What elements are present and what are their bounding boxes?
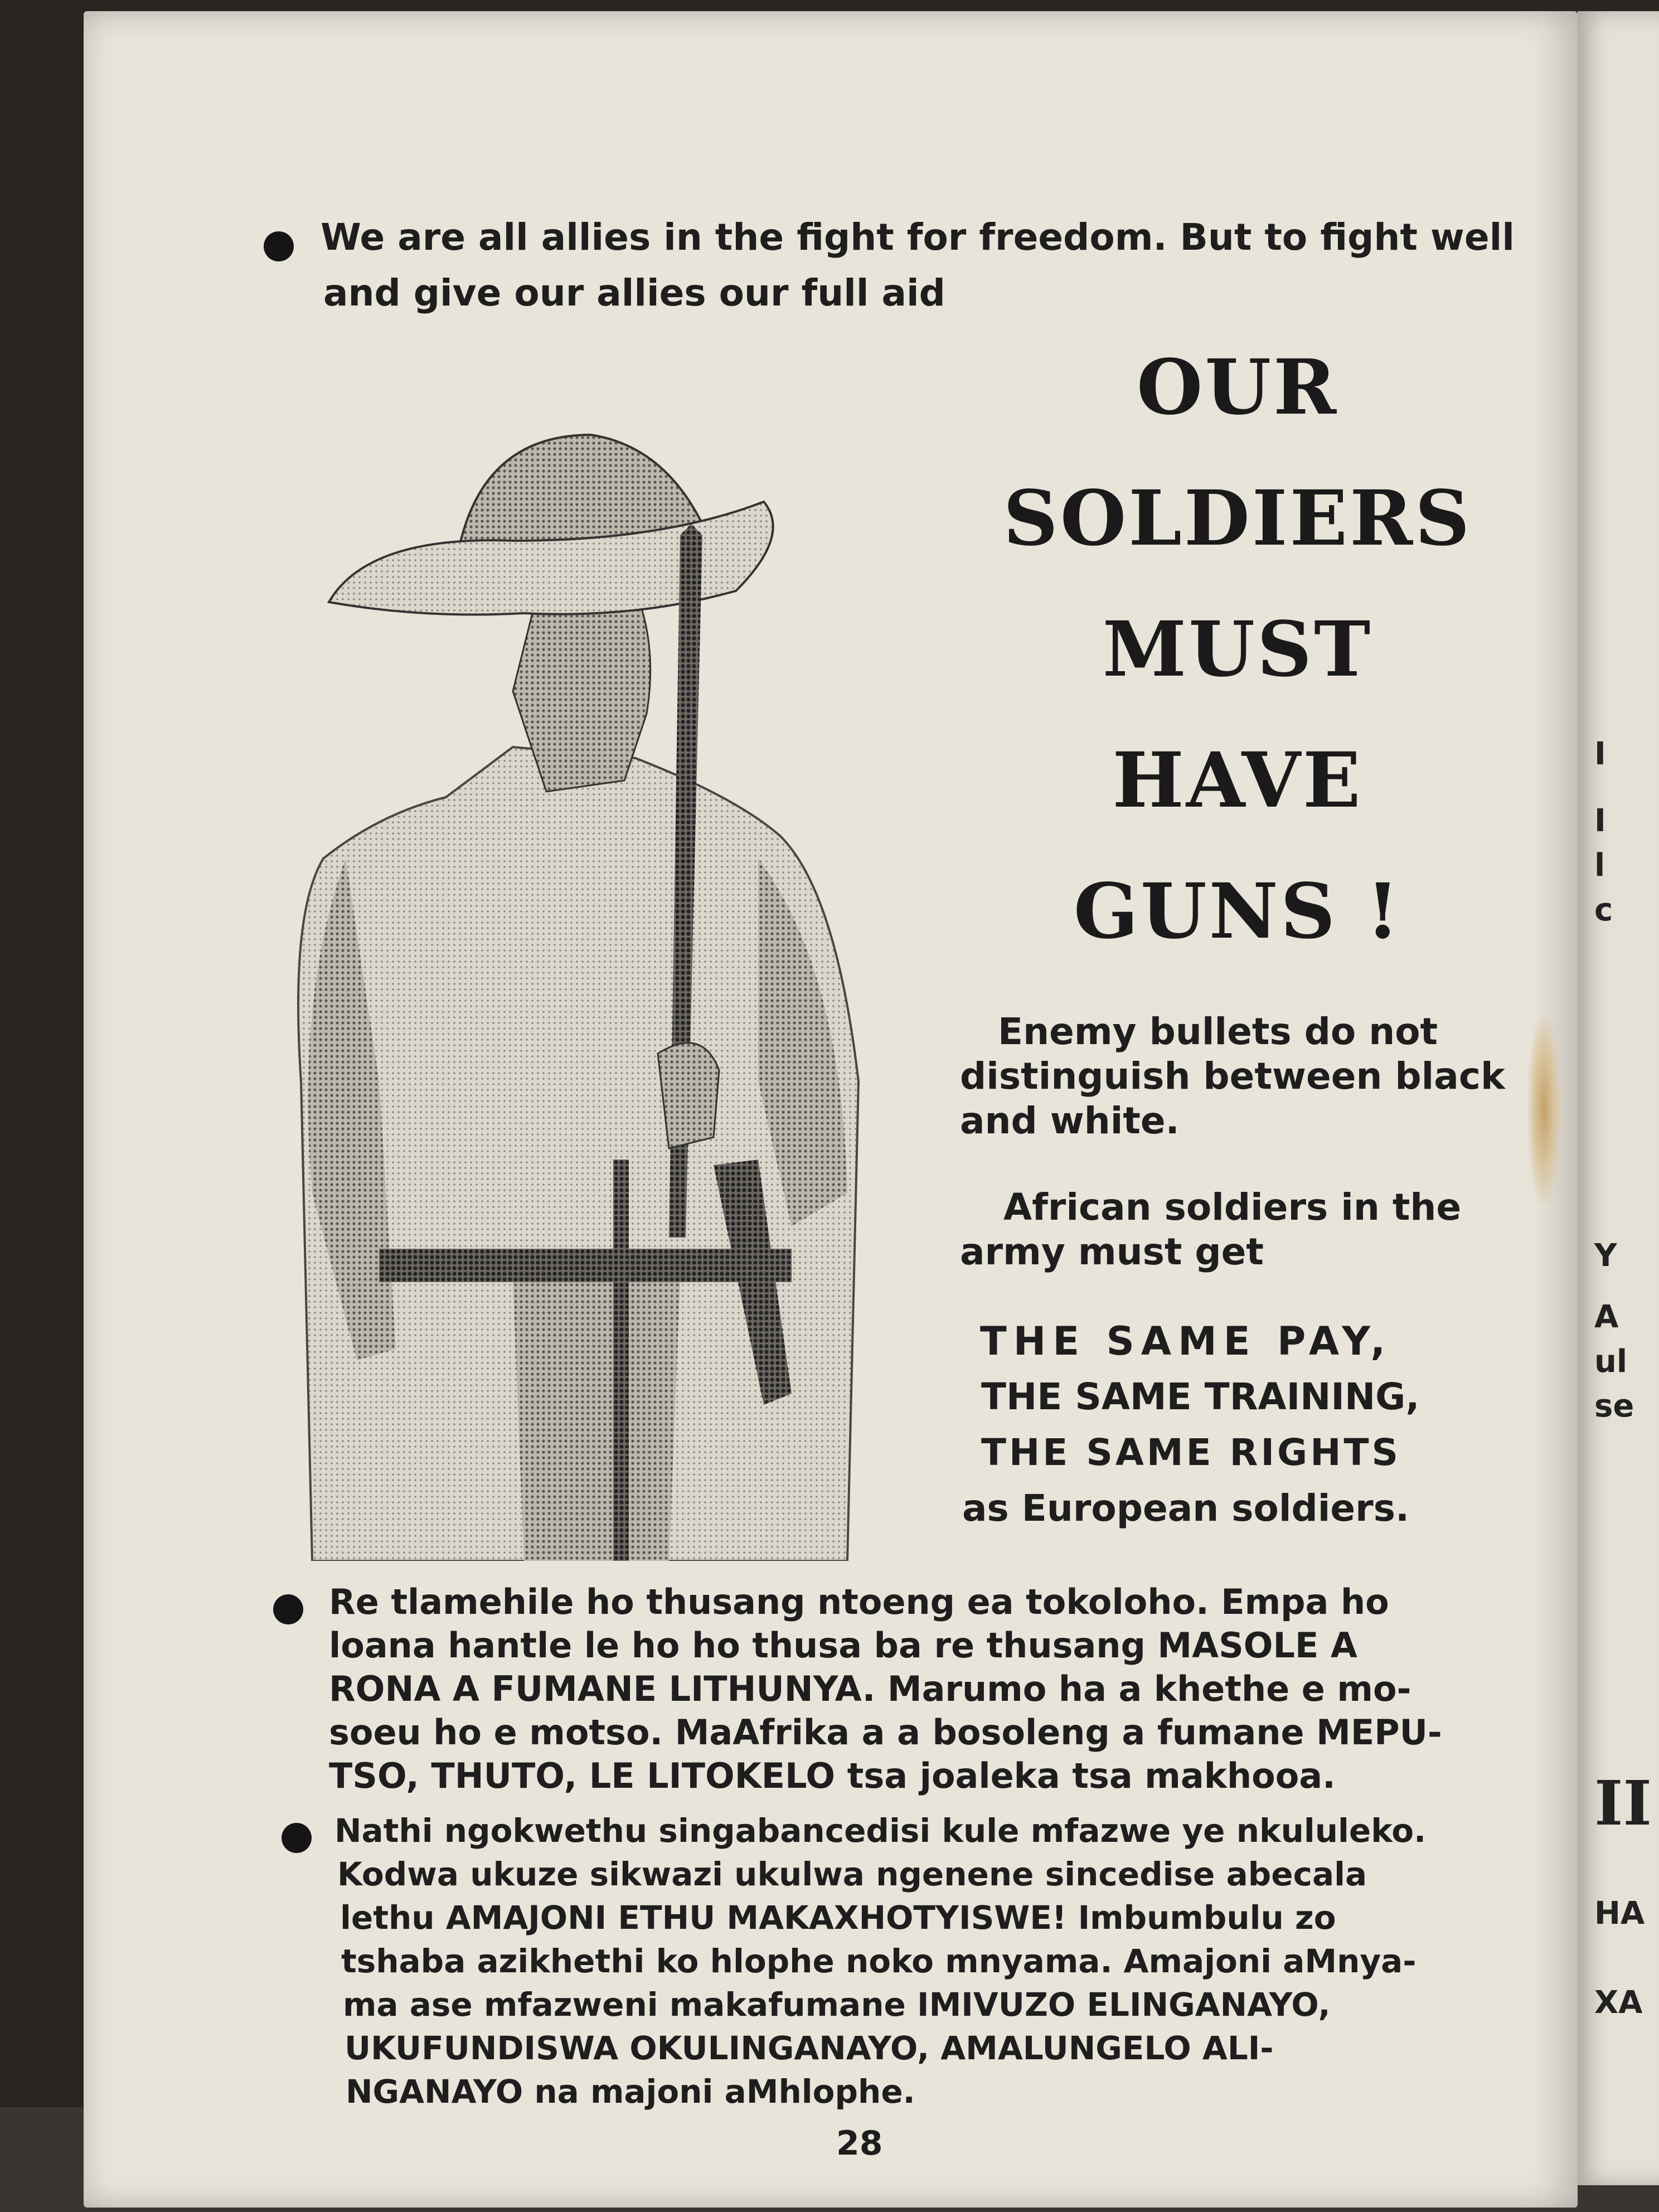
- para2-line-1: African soldiers in the: [1003, 1186, 1462, 1229]
- next-page-fragment: c: [1594, 892, 1613, 928]
- demands-tail: as European soldiers.: [962, 1487, 1410, 1530]
- next-page-fragment: I: [1594, 736, 1606, 772]
- next-page-fragment: Y: [1594, 1238, 1617, 1274]
- sesotho-line-3: RONA A FUMANE LITHUNYA. Marumo ha a khethe e mo-: [329, 1668, 1411, 1709]
- intro-line-2: and give our allies our full aid: [323, 271, 945, 314]
- para2-line-2: army must get: [960, 1230, 1264, 1273]
- xhosa-line-6: UKUFUNDISWA OKULINGANAYO, AMALUNGELO ALI-: [345, 2029, 1274, 2067]
- demand-rights: THE SAME RIGHTS: [981, 1431, 1401, 1474]
- demand-pay: THE SAME PAY,: [980, 1318, 1393, 1364]
- xhosa-line-1: Nathi ngokwethu singabancedisi kule mfazwe ye nkululeko.: [334, 1812, 1427, 1850]
- headline-line-3: MUST: [1102, 605, 1373, 694]
- paper-stain: [1527, 1015, 1561, 1204]
- sesotho-line-1: Re tlamehile ho thusang ntoeng ea tokoloho. Empa ho: [329, 1582, 1389, 1622]
- next-page-fragment: A: [1594, 1299, 1619, 1335]
- xhosa-line-7: NGANAYO na majoni aMhlophe.: [346, 2073, 915, 2111]
- next-page-fragment: se: [1594, 1388, 1634, 1424]
- bullet-icon: [282, 1823, 312, 1853]
- page-number: 28: [836, 2124, 883, 2163]
- sesotho-line-4: soeu ho e motso. MaAfrika a a bosoleng a fumane MEPU-: [329, 1712, 1442, 1753]
- next-page-fragment: II: [1594, 1767, 1652, 1839]
- headline-line-1: OUR: [1136, 343, 1339, 432]
- intro-line-1: We are all allies in the fight for freedom. But to fight well: [321, 216, 1515, 259]
- demand-training: THE SAME TRAINING,: [981, 1375, 1420, 1418]
- adjacent-page-edge: [1578, 11, 1659, 2185]
- next-page-fragment: HA: [1594, 1895, 1645, 1932]
- headline-line-4: HAVE: [1112, 736, 1363, 825]
- bullet-icon: [264, 231, 294, 261]
- next-page-fragment: ul: [1594, 1343, 1628, 1380]
- next-page-fragment: l: [1594, 847, 1605, 884]
- sesotho-line-2: loana hantle le ho ho thusa ba re thusang MASOLE A: [329, 1625, 1357, 1666]
- headline-line-5: GUNS !: [1073, 867, 1402, 956]
- next-page-fragment: I: [1594, 803, 1606, 839]
- xhosa-line-5: ma ase mfazweni makafumane IMIVUZO ELINGANAYO,: [343, 1986, 1331, 2024]
- xhosa-line-4: tshaba azikhethi ko hlophe noko mnyama. Amajoni aMnya-: [341, 1942, 1417, 1980]
- xhosa-line-2: Kodwa ukuze sikwazi ukulwa ngenene sincedise abecala: [337, 1855, 1367, 1893]
- para1-line-1: Enemy bullets do not: [998, 1010, 1438, 1053]
- bullet-icon: [273, 1594, 303, 1624]
- para1-line-3: and white.: [960, 1099, 1180, 1142]
- next-page-fragment: XA: [1594, 1985, 1643, 2021]
- headline-line-2: SOLDIERS: [1003, 474, 1472, 563]
- xhosa-line-3: lethu AMAJONI ETHU MAKAXHOTYISWE! Imbumbulu zo: [340, 1899, 1336, 1937]
- sesotho-line-5: TSO, THUTO, LE LITOKELO tsa joaleka tsa makhooa.: [329, 1755, 1336, 1796]
- soldier-photo: [279, 357, 937, 1561]
- para1-line-2: distinguish between black: [960, 1055, 1505, 1098]
